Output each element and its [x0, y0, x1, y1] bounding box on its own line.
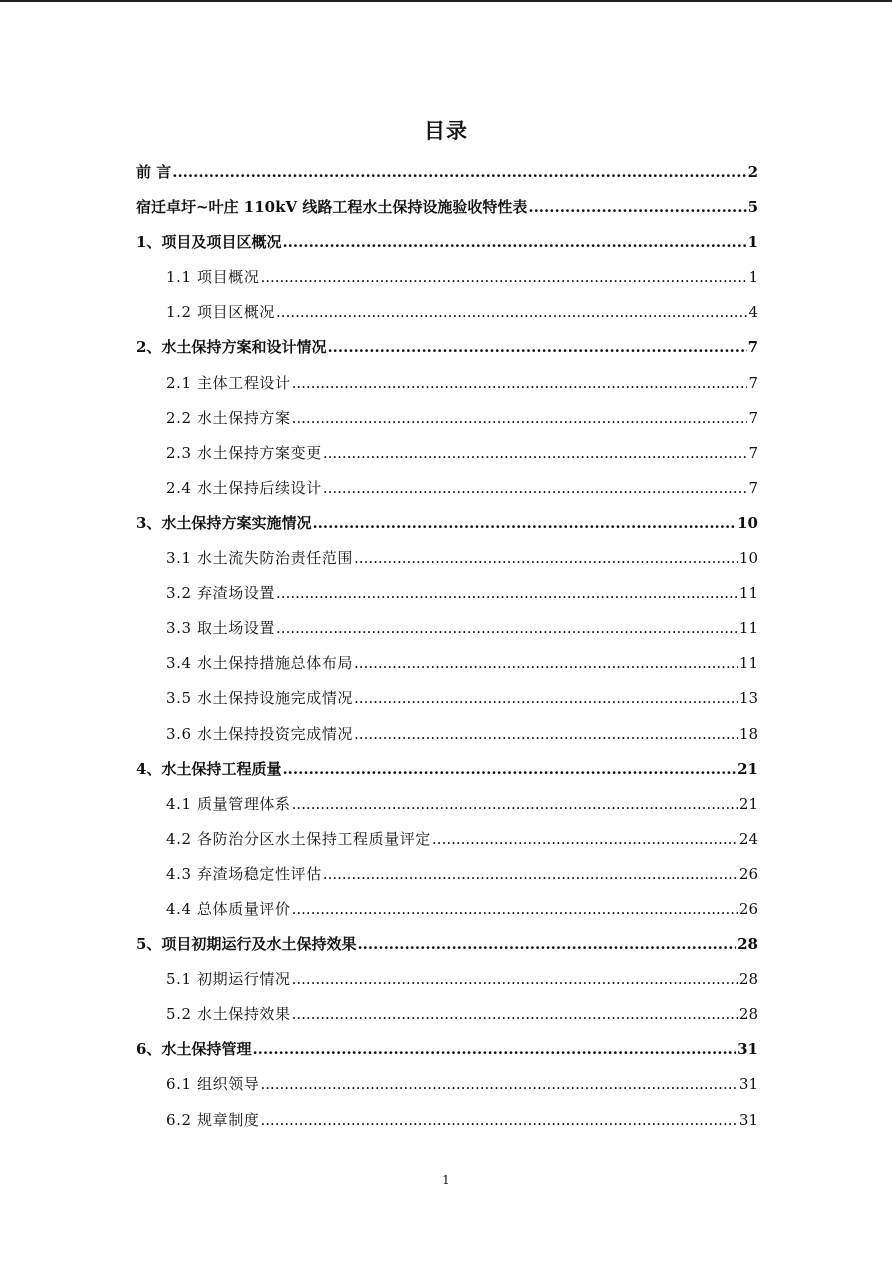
- toc-section-entry[interactable]: [136, 295, 758, 330]
- toc-chapter-entry[interactable]: [136, 225, 758, 260]
- toc-section-entry[interactable]: [136, 576, 758, 611]
- toc-section-entry[interactable]: [136, 471, 758, 506]
- toc-dot-leader: [312, 506, 736, 541]
- toc-entry-page-number: 7: [748, 373, 758, 392]
- toc-section-entry[interactable]: [136, 892, 758, 927]
- toc-dot-leader: [327, 330, 746, 365]
- toc-entry-label: 4.3 弃渣场稳定性评估: [166, 864, 322, 883]
- toc-entry-page-number: 2: [747, 163, 758, 181]
- page-title: 目录: [424, 118, 468, 143]
- toc-entry-page-number: 28: [738, 970, 758, 989]
- toc-entry-page-number: 21: [737, 759, 758, 778]
- toc-entry-page-number: 11: [738, 584, 758, 603]
- toc-entry-page-number: 1: [748, 268, 758, 287]
- toc-entry-page-number: 31: [738, 1075, 758, 1094]
- toc-entry-page-number: 7: [748, 408, 758, 427]
- toc-dot-leader: [292, 892, 738, 927]
- toc-entry-page-number: 5: [747, 198, 758, 217]
- toc-entry-label: 4、水土保持工程质量: [136, 759, 282, 778]
- toc-entry-label: 3.6 水土保持投资完成情况: [166, 724, 354, 743]
- toc-entry-page-number: 1: [747, 233, 758, 252]
- toc-entry-page-number: 11: [738, 619, 758, 638]
- toc-section-entry[interactable]: [136, 997, 758, 1032]
- toc-section-entry[interactable]: [136, 611, 758, 646]
- toc-dot-leader: [260, 260, 747, 295]
- toc-dot-leader: [292, 962, 738, 997]
- toc-dot-leader: [282, 225, 746, 260]
- toc-entry-label: 2.4 水土保持后续设计: [166, 478, 322, 497]
- toc-entry-label: 4.1 质量管理体系: [166, 794, 291, 813]
- toc-entry-label: 3.5 水土保持设施完成情况: [166, 689, 354, 708]
- toc-entry-label: 5.2 水土保持效果: [166, 1005, 291, 1024]
- toc-entry-label: 1、项目及项目区概况: [136, 233, 282, 252]
- toc-entry-page-number: 28: [738, 1005, 758, 1024]
- toc-dot-leader: [292, 787, 738, 822]
- toc-entry-label: 1.2 项目区概况: [166, 303, 276, 322]
- toc-section-entry[interactable]: [136, 717, 758, 752]
- toc-dot-leader: [172, 155, 746, 190]
- toc-entry-label: 2、水土保持方案和设计情况: [136, 338, 327, 357]
- table-of-contents: [136, 155, 758, 1138]
- toc-entry-label: 3、水土保持方案实施情况: [136, 513, 312, 532]
- toc-dot-leader: [354, 717, 738, 752]
- toc-dot-leader: [323, 857, 738, 892]
- toc-chapter-entry[interactable]: [136, 1032, 758, 1067]
- toc-entry-label: 前 言: [136, 163, 172, 181]
- toc-dot-leader: [323, 471, 748, 506]
- toc-section-entry[interactable]: [136, 787, 758, 822]
- toc-entry-page-number: 18: [738, 724, 758, 743]
- toc-chapter-entry[interactable]: [136, 190, 758, 225]
- toc-chapter-entry[interactable]: [136, 330, 758, 365]
- page-number: 1: [442, 1173, 450, 1187]
- toc-chapter-entry[interactable]: [136, 927, 758, 962]
- toc-dot-leader: [276, 576, 738, 611]
- toc-entry-label: 2.3 水土保持方案变更: [166, 443, 322, 462]
- toc-dot-leader: [357, 927, 736, 962]
- toc-dot-leader: [528, 190, 746, 225]
- toc-entry-page-number: 7: [747, 338, 758, 357]
- toc-entry-label: 宿迁卓圩~叶庄 110kV 线路工程水土保持设施验收特性表: [136, 198, 528, 217]
- toc-section-entry[interactable]: [136, 401, 758, 436]
- page-top-rule: [0, 0, 892, 2]
- toc-entry-page-number: 26: [738, 864, 758, 883]
- toc-entry-label: 6.1 组织领导: [166, 1075, 260, 1094]
- toc-entry-page-number: 31: [738, 1110, 758, 1129]
- toc-entry-label: 2.1 主体工程设计: [166, 373, 291, 392]
- toc-dot-leader: [282, 752, 736, 787]
- toc-entry-page-number: 7: [748, 478, 758, 497]
- toc-chapter-entry[interactable]: [136, 506, 758, 541]
- toc-entry-page-number: 28: [737, 935, 758, 954]
- toc-dot-leader: [292, 401, 748, 436]
- toc-entry-label: 2.2 水土保持方案: [166, 408, 291, 427]
- toc-entry-page-number: 11: [738, 654, 758, 673]
- toc-dot-leader: [260, 1067, 737, 1102]
- toc-entry-label: 5、项目初期运行及水土保持效果: [136, 935, 357, 954]
- toc-entry-page-number: 31: [737, 1040, 758, 1059]
- toc-section-entry[interactable]: [136, 681, 758, 716]
- toc-entry-page-number: 4: [748, 303, 758, 322]
- toc-entry-label: 3.2 弃渣场设置: [166, 584, 276, 603]
- toc-dot-leader: [354, 681, 738, 716]
- toc-dot-leader: [260, 1103, 737, 1138]
- toc-entry-page-number: 26: [738, 899, 758, 918]
- toc-dot-leader: [292, 997, 738, 1032]
- toc-dot-leader: [252, 1032, 736, 1067]
- toc-dot-leader: [276, 611, 738, 646]
- toc-entry-label: 6.2 规章制度: [166, 1110, 260, 1129]
- toc-entry-label: 3.1 水土流失防治责任范围: [166, 549, 354, 568]
- toc-entry-label: 4.2 各防治分区水土保持工程质量评定: [166, 829, 432, 848]
- toc-section-entry[interactable]: [136, 1067, 758, 1102]
- toc-entry-label: 5.1 初期运行情况: [166, 970, 291, 989]
- toc-dot-leader: [276, 295, 747, 330]
- toc-entry-label: 3.3 取土场设置: [166, 619, 276, 638]
- toc-section-entry[interactable]: [136, 1103, 758, 1138]
- toc-entry-page-number: 10: [738, 549, 758, 568]
- toc-entry-label: 1.1 项目概况: [166, 268, 260, 287]
- toc-section-entry[interactable]: [136, 822, 758, 857]
- toc-section-entry[interactable]: [136, 646, 758, 681]
- toc-section-entry[interactable]: [136, 366, 758, 401]
- toc-section-entry[interactable]: [136, 436, 758, 471]
- toc-dot-leader: [432, 822, 738, 857]
- toc-dot-leader: [292, 366, 748, 401]
- toc-dot-leader: [323, 436, 748, 471]
- toc-section-entry[interactable]: [136, 962, 758, 997]
- toc-section-entry[interactable]: [136, 260, 758, 295]
- toc-entry-page-number: 24: [738, 829, 758, 848]
- toc-entry-page-number: 21: [738, 794, 758, 813]
- toc-entry-label: 6、水土保持管理: [136, 1040, 252, 1059]
- toc-entry-page-number: 7: [748, 443, 758, 462]
- toc-chapter-entry[interactable]: [136, 752, 758, 787]
- toc-entry-page-number: 13: [738, 689, 758, 708]
- toc-entry-label: 3.4 水土保持措施总体布局: [166, 654, 354, 673]
- toc-entry-page-number: 10: [737, 513, 758, 532]
- toc-entry-label: 4.4 总体质量评价: [166, 899, 291, 918]
- toc-section-entry[interactable]: [136, 857, 758, 892]
- toc-chapter-entry[interactable]: [136, 155, 758, 190]
- toc-section-entry[interactable]: [136, 541, 758, 576]
- toc-dot-leader: [354, 541, 738, 576]
- toc-dot-leader: [354, 646, 738, 681]
